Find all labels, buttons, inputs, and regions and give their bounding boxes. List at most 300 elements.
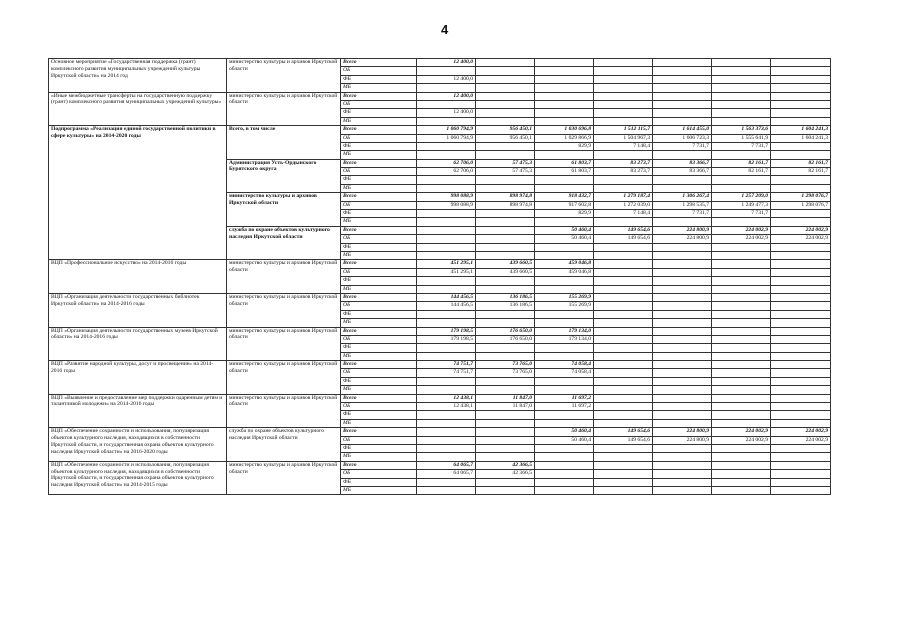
amount-cell: 50 460,4 (535, 226, 594, 234)
table-row (49, 394, 831, 402)
amount-cell: 1 060 794,9 (417, 126, 476, 134)
funding-source-cell: ФБ (341, 210, 417, 218)
amount-cell (535, 444, 594, 452)
amount-cell: 82 161,7 (712, 159, 771, 167)
funding-source-cell: МБ (341, 352, 417, 360)
amount-cell: 12 400,0 (417, 59, 476, 67)
funding-source-cell: ОБ (341, 268, 417, 276)
executor-cell: министерство культуры и архивов Иркутской области (227, 193, 341, 227)
funding-source-cell: МБ (341, 151, 417, 159)
amount-cell (712, 243, 771, 251)
amount-cell (594, 59, 653, 67)
amount-cell (594, 361, 653, 369)
amount-cell: 439 660,5 (476, 268, 535, 276)
funding-source-cell: Всего (341, 159, 417, 167)
amount-cell (712, 419, 771, 427)
amount-cell: 1 504 967,3 (594, 134, 653, 142)
amount-cell (712, 59, 771, 67)
amount-cell (417, 243, 476, 251)
amount-cell (535, 151, 594, 159)
amount-cell (476, 117, 535, 125)
amount-cell (771, 302, 831, 310)
funding-source-cell: МБ (341, 486, 417, 494)
amount-cell (535, 411, 594, 419)
amount-cell (417, 285, 476, 293)
amount-cell (653, 319, 712, 327)
amount-cell (594, 176, 653, 184)
amount-cell (653, 310, 712, 318)
amount-cell: 1 555 641,9 (712, 134, 771, 142)
amount-cell (594, 386, 653, 394)
funding-source-cell: Всего (341, 59, 417, 67)
funding-source-cell: МБ (341, 419, 417, 427)
amount-cell (653, 184, 712, 192)
amount-cell (771, 210, 831, 218)
amount-cell: 224 800,9 (653, 226, 712, 234)
amount-cell: 917 602,8 (535, 201, 594, 209)
amount-cell (712, 394, 771, 402)
amount-cell (594, 444, 653, 452)
amount-cell: 898 974,8 (476, 201, 535, 209)
amount-cell (535, 75, 594, 83)
amount-cell (476, 226, 535, 234)
funding-source-cell: Всего (341, 361, 417, 369)
amount-cell (535, 319, 594, 327)
amount-cell (594, 419, 653, 427)
amount-cell (476, 285, 535, 293)
amount-cell (653, 478, 712, 486)
amount-cell (771, 470, 831, 478)
amount-cell (771, 84, 831, 92)
amount-cell (417, 310, 476, 318)
amount-cell: 224 002,9 (712, 235, 771, 243)
funding-source-cell: Всего (341, 327, 417, 335)
amount-cell: 7 731,7 (712, 142, 771, 150)
amount-cell (476, 251, 535, 259)
amount-cell: 956 450,1 (476, 134, 535, 142)
amount-cell (653, 100, 712, 108)
amount-cell (594, 268, 653, 276)
budget-table (48, 58, 831, 495)
program-name-cell: «Иные межбюджетные трансферты на государственную поддержку (грант) комплексного развития муниципальных учреждений культуры» (49, 92, 227, 126)
amount-cell (417, 218, 476, 226)
amount-cell (594, 478, 653, 486)
amount-cell (417, 386, 476, 394)
amount-cell (417, 210, 476, 218)
amount-cell: 1 298 076,7 (771, 193, 831, 201)
amount-cell (771, 109, 831, 117)
amount-cell (476, 277, 535, 285)
amount-cell: 224 002,9 (771, 428, 831, 436)
amount-cell (594, 344, 653, 352)
amount-cell (712, 75, 771, 83)
funding-source-cell: ФБ (341, 411, 417, 419)
amount-cell (594, 319, 653, 327)
amount-cell (417, 226, 476, 234)
amount-cell (712, 100, 771, 108)
amount-cell: 12 400,0 (417, 75, 476, 83)
amount-cell: 1 306 267,4 (653, 193, 712, 201)
amount-cell: 74 058,4 (535, 369, 594, 377)
amount-cell (653, 92, 712, 100)
amount-cell: 149 654,6 (594, 436, 653, 444)
amount-cell (653, 218, 712, 226)
amount-cell (535, 377, 594, 385)
table-row (49, 361, 831, 369)
amount-cell (653, 251, 712, 259)
amount-cell (653, 268, 712, 276)
amount-cell (417, 184, 476, 192)
amount-cell (771, 486, 831, 494)
funding-source-cell: ОБ (341, 302, 417, 310)
amount-cell (653, 461, 712, 469)
amount-cell (476, 218, 535, 226)
amount-cell: 224 002,9 (771, 436, 831, 444)
table-row (49, 59, 831, 67)
funding-source-cell: ФБ (341, 75, 417, 83)
funding-source-cell: МБ (341, 84, 417, 92)
amount-cell (417, 486, 476, 494)
amount-cell (771, 243, 831, 251)
amount-cell: 82 161,7 (712, 168, 771, 176)
amount-cell (417, 142, 476, 150)
amount-cell (476, 377, 535, 385)
amount-cell: 1 257 209,0 (712, 193, 771, 201)
amount-cell (535, 478, 594, 486)
amount-cell: 451 295,1 (417, 268, 476, 276)
amount-cell (594, 293, 653, 301)
amount-cell (771, 277, 831, 285)
amount-cell (594, 411, 653, 419)
amount-cell: 149 654,6 (594, 428, 653, 436)
amount-cell (417, 411, 476, 419)
amount-cell (594, 394, 653, 402)
funding-source-cell: ФБ (341, 377, 417, 385)
amount-cell (712, 335, 771, 343)
funding-source-cell: МБ (341, 386, 417, 394)
table-row (49, 428, 831, 436)
amount-cell (712, 386, 771, 394)
funding-source-cell: ФБ (341, 344, 417, 352)
amount-cell (417, 436, 476, 444)
amount-cell (712, 319, 771, 327)
amount-cell (535, 386, 594, 394)
amount-cell: 57 475,3 (476, 168, 535, 176)
amount-cell: 7 148,4 (594, 142, 653, 150)
amount-cell (476, 235, 535, 243)
amount-cell: 12 438,1 (417, 394, 476, 402)
amount-cell: 136 186,5 (476, 302, 535, 310)
amount-cell (476, 59, 535, 67)
amount-cell: 179 134,0 (535, 335, 594, 343)
funding-source-cell: ОБ (341, 369, 417, 377)
amount-cell: 11 847,0 (476, 394, 535, 402)
amount-cell (594, 327, 653, 335)
amount-cell (771, 75, 831, 83)
amount-cell (771, 377, 831, 385)
amount-cell (535, 109, 594, 117)
amount-cell: 1 614 455,0 (653, 126, 712, 134)
amount-cell (653, 117, 712, 125)
funding-source-cell: МБ (341, 218, 417, 226)
amount-cell (653, 419, 712, 427)
amount-cell (771, 293, 831, 301)
amount-cell (712, 84, 771, 92)
amount-cell: 42 366,5 (476, 470, 535, 478)
amount-cell (476, 344, 535, 352)
amount-cell (653, 411, 712, 419)
amount-cell: 224 002,9 (712, 428, 771, 436)
amount-cell (476, 411, 535, 419)
amount-cell: 1 604 241,3 (771, 126, 831, 134)
funding-source-cell: МБ (341, 184, 417, 192)
funding-source-cell: МБ (341, 285, 417, 293)
amount-cell (771, 176, 831, 184)
amount-cell (417, 444, 476, 452)
amount-cell: 459 046,8 (535, 268, 594, 276)
amount-cell (476, 486, 535, 494)
amount-cell: 179 134,0 (535, 327, 594, 335)
amount-cell (653, 470, 712, 478)
amount-cell: 1 030 696,8 (535, 126, 594, 134)
program-name-cell: ВЦП «Выявление и предоставление мер поддержки одаренным детям и талантливой молодежи» на 2014-2016 годы (49, 394, 227, 428)
amount-cell (712, 218, 771, 226)
amount-cell (594, 109, 653, 117)
amount-cell: 224 002,9 (712, 226, 771, 234)
amount-cell (594, 260, 653, 268)
amount-cell (771, 117, 831, 125)
amount-cell (476, 184, 535, 192)
amount-cell (535, 352, 594, 360)
program-name-cell: ВЦП «Обеспечение сохранности и использования, популяризация объектов культурного наследия, находящихся в собственности Иркутской области, и государственная охрана объектов культурного наследия Иркутской области» на 2016-2020 годы (49, 428, 227, 462)
amount-cell (594, 377, 653, 385)
amount-cell: 224 002,9 (771, 235, 831, 243)
amount-cell (712, 92, 771, 100)
amount-cell (712, 361, 771, 369)
amount-cell: 50 460,4 (535, 436, 594, 444)
amount-cell: 898 974,8 (476, 193, 535, 201)
amount-cell: 64 065,7 (417, 470, 476, 478)
amount-cell (594, 218, 653, 226)
funding-source-cell: Всего (341, 461, 417, 469)
amount-cell: 12 438,1 (417, 403, 476, 411)
funding-source-cell: Всего (341, 260, 417, 268)
amount-cell (535, 184, 594, 192)
amount-cell (771, 394, 831, 402)
amount-cell: 155 269,9 (535, 293, 594, 301)
executor-cell: служба по охране объектов культурного наследия Иркутской области (227, 226, 341, 260)
amount-cell (417, 377, 476, 385)
amount-cell (476, 84, 535, 92)
amount-cell (476, 428, 535, 436)
amount-cell (771, 344, 831, 352)
amount-cell (771, 285, 831, 293)
amount-cell (712, 403, 771, 411)
amount-cell (594, 302, 653, 310)
amount-cell (771, 100, 831, 108)
amount-cell: 50 460,4 (535, 428, 594, 436)
amount-cell: 7 731,7 (653, 210, 712, 218)
funding-source-cell: ОБ (341, 67, 417, 75)
amount-cell (594, 100, 653, 108)
amount-cell (712, 293, 771, 301)
amount-cell (535, 251, 594, 259)
amount-cell (771, 151, 831, 159)
amount-cell (476, 142, 535, 150)
amount-cell: 451 295,1 (417, 260, 476, 268)
amount-cell (417, 117, 476, 125)
amount-cell (712, 327, 771, 335)
amount-cell (653, 386, 712, 394)
funding-source-cell: ОБ (341, 168, 417, 176)
amount-cell: 1 606 723,3 (653, 134, 712, 142)
page-number: 4 (441, 22, 449, 37)
amount-cell (653, 335, 712, 343)
amount-cell (476, 176, 535, 184)
amount-cell: 74 751,7 (417, 361, 476, 369)
amount-cell (712, 461, 771, 469)
amount-cell (771, 419, 831, 427)
amount-cell (476, 243, 535, 251)
amount-cell: 149 654,6 (594, 235, 653, 243)
amount-cell (594, 75, 653, 83)
amount-cell: 179 198,5 (417, 335, 476, 343)
executor-cell: министерство культуры и архивов Иркутской области (227, 293, 341, 327)
amount-cell (594, 310, 653, 318)
amount-cell (417, 100, 476, 108)
funding-source-cell: ФБ (341, 478, 417, 486)
amount-cell (653, 344, 712, 352)
amount-cell (712, 310, 771, 318)
table-row (49, 126, 831, 134)
amount-cell (712, 377, 771, 385)
amount-cell (653, 84, 712, 92)
amount-cell (417, 352, 476, 360)
program-name-cell: Подпрограмма «Реализация единой государственной политики в сфере культуры» на 2014-2020 годы (49, 126, 227, 260)
funding-source-cell: Всего (341, 394, 417, 402)
amount-cell: 136 186,5 (476, 293, 535, 301)
amount-cell (712, 444, 771, 452)
program-name-cell: ВЦП «Профессиональное искусство» на 2014-2016 годы (49, 260, 227, 294)
amount-cell (653, 453, 712, 461)
amount-cell (535, 218, 594, 226)
executor-cell: министерство культуры и архивов Иркутской области (227, 327, 341, 361)
amount-cell (535, 419, 594, 427)
amount-cell (712, 478, 771, 486)
amount-cell (771, 67, 831, 75)
amount-cell (594, 352, 653, 360)
amount-cell (535, 117, 594, 125)
amount-cell (771, 352, 831, 360)
amount-cell: 1 279 187,4 (594, 193, 653, 201)
amount-cell (771, 319, 831, 327)
amount-cell (771, 184, 831, 192)
amount-cell (476, 75, 535, 83)
amount-cell: 176 650,0 (476, 335, 535, 343)
funding-source-cell: Всего (341, 193, 417, 201)
amount-cell (476, 100, 535, 108)
amount-cell (712, 268, 771, 276)
funding-source-cell: МБ (341, 251, 417, 259)
funding-source-cell: Всего (341, 126, 417, 134)
amount-cell (594, 470, 653, 478)
amount-cell (712, 67, 771, 75)
amount-cell (771, 268, 831, 276)
amount-cell (594, 117, 653, 125)
amount-cell: 73 765,0 (476, 369, 535, 377)
funding-source-cell: ОБ (341, 403, 417, 411)
amount-cell: 1 249 477,3 (712, 201, 771, 209)
funding-source-cell: ОБ (341, 134, 417, 142)
amount-cell (653, 285, 712, 293)
program-name-cell: ВЦП «Организация деятельности государственных библиотек Иркутской области» на 2014-2016 годы (49, 293, 227, 327)
amount-cell (653, 243, 712, 251)
funding-source-cell: ОБ (341, 235, 417, 243)
table-row (49, 327, 831, 335)
amount-cell: 1 272 039,0 (594, 201, 653, 209)
amount-cell (653, 377, 712, 385)
amount-cell (476, 210, 535, 218)
amount-cell: 12 400,0 (417, 109, 476, 117)
amount-cell (594, 285, 653, 293)
executor-cell: министерство культуры и архивов Иркутской области (227, 260, 341, 294)
amount-cell (712, 453, 771, 461)
amount-cell (535, 310, 594, 318)
table-row (49, 260, 831, 268)
amount-cell (535, 92, 594, 100)
amount-cell: 83 366,7 (653, 159, 712, 167)
executor-cell: Всего, в том числе (227, 126, 341, 160)
amount-cell: 998 088,9 (417, 193, 476, 201)
amount-cell: 1 512 115,7 (594, 126, 653, 134)
amount-cell (712, 251, 771, 259)
amount-cell (535, 470, 594, 478)
amount-cell: 1 563 373,6 (712, 126, 771, 134)
amount-cell (476, 67, 535, 75)
amount-cell: 61 803,7 (535, 159, 594, 167)
amount-cell (653, 394, 712, 402)
amount-cell: 62 706,0 (417, 168, 476, 176)
amount-cell (653, 75, 712, 83)
amount-cell (594, 67, 653, 75)
amount-cell (476, 444, 535, 452)
amount-cell (476, 310, 535, 318)
executor-cell: министерство культуры и архивов Иркутской области (227, 394, 341, 428)
amount-cell (653, 59, 712, 67)
amount-cell (653, 109, 712, 117)
amount-cell (594, 335, 653, 343)
amount-cell (417, 277, 476, 285)
amount-cell (594, 369, 653, 377)
amount-cell (535, 344, 594, 352)
amount-cell (712, 176, 771, 184)
amount-cell (535, 67, 594, 75)
funding-source-cell: ФБ (341, 142, 417, 150)
amount-cell (712, 184, 771, 192)
amount-cell (535, 277, 594, 285)
amount-cell: 74 058,4 (535, 361, 594, 369)
amount-cell (712, 285, 771, 293)
table-row (49, 461, 831, 469)
amount-cell (771, 327, 831, 335)
executor-cell: министерство культуры и архивов Иркутской области (227, 92, 341, 126)
amount-cell (653, 176, 712, 184)
amount-cell (653, 277, 712, 285)
amount-cell (417, 235, 476, 243)
amount-cell (771, 92, 831, 100)
amount-cell: 7 731,7 (712, 210, 771, 218)
amount-cell (417, 67, 476, 75)
